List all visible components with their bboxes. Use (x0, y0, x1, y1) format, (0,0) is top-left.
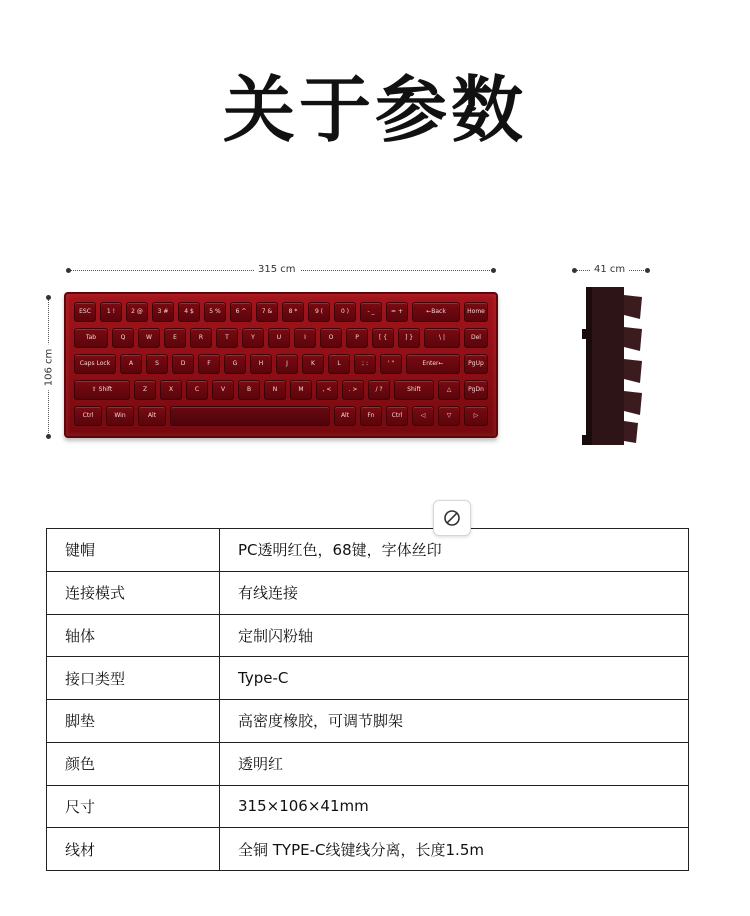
key: Enter← (406, 354, 460, 374)
key: - _ (360, 302, 382, 322)
key: Alt (138, 406, 166, 426)
key: Alt (334, 406, 356, 426)
key: Shift (394, 380, 434, 400)
width-dimension-label: 315 cm (254, 264, 300, 275)
spec-label: 接口类型 (47, 657, 220, 700)
key: Del (464, 328, 488, 348)
key: Fn (360, 406, 382, 426)
key: P (346, 328, 368, 348)
key-row (74, 354, 488, 376)
key: A (120, 354, 142, 374)
spec-label: 尺寸 (47, 785, 220, 828)
spec-label: 连接模式 (47, 571, 220, 614)
key: 6 ^ (230, 302, 252, 322)
key-row (74, 302, 488, 324)
key: PgDn (464, 380, 488, 400)
key: ◁ (412, 406, 434, 426)
key: Q (112, 328, 134, 348)
key: R (190, 328, 212, 348)
spec-value: PC透明红色，68键，字体丝印 (220, 529, 689, 572)
spacebar-key (170, 406, 330, 426)
spec-value: 全铜 TYPE-C线键线分离，长度1.5m (220, 828, 689, 871)
key: ' " (380, 354, 402, 374)
key: Tab (74, 328, 108, 348)
key: O (320, 328, 342, 348)
key: U (268, 328, 290, 348)
spec-value: 定制闪粉轴 (220, 614, 689, 657)
key: 8 * (282, 302, 304, 322)
key: Z (134, 380, 156, 400)
table-row (47, 571, 689, 614)
key: . > (342, 380, 364, 400)
key: ⇧ Shift (74, 380, 130, 400)
key: V (212, 380, 234, 400)
spec-label: 键帽 (47, 529, 220, 572)
no-entry-icon (443, 509, 461, 527)
key: S (146, 354, 168, 374)
spec-value: 315×106×41mm (220, 785, 689, 828)
key-row (74, 380, 488, 402)
spec-table (46, 528, 689, 871)
keyboard-top-view (64, 292, 498, 438)
key: B (238, 380, 260, 400)
key: △ (438, 380, 460, 400)
table-row (47, 657, 689, 700)
key: ; : (354, 354, 376, 374)
table-row (47, 785, 689, 828)
key: W (138, 328, 160, 348)
key: H (250, 354, 272, 374)
key: 3 # (152, 302, 174, 322)
key: ▷ (464, 406, 488, 426)
key: G (224, 354, 246, 374)
key: L (328, 354, 350, 374)
key: 7 & (256, 302, 278, 322)
spec-label: 颜色 (47, 742, 220, 785)
keyboard-side-view (578, 285, 648, 450)
key: \ | (424, 328, 460, 348)
key: ▽ (438, 406, 460, 426)
depth-dimension-label: 41 cm (590, 264, 629, 275)
spec-value: 高密度橡胶，可调节脚架 (220, 700, 689, 743)
key: 9 ( (308, 302, 330, 322)
spec-value: Type-C (220, 657, 689, 700)
key: 4 $ (178, 302, 200, 322)
key: T (216, 328, 238, 348)
table-row (47, 700, 689, 743)
key: M (290, 380, 312, 400)
spec-value: 有线连接 (220, 571, 689, 614)
key: / ? (368, 380, 390, 400)
spec-label: 线材 (47, 828, 220, 871)
table-row (47, 828, 689, 871)
page-title: 关于参数 (222, 68, 527, 152)
no-entry-button[interactable] (433, 500, 471, 536)
key: F (198, 354, 220, 374)
key: 5 % (204, 302, 226, 322)
key: Caps Lock (74, 354, 116, 374)
key: ESC (74, 302, 96, 322)
key: [ { (372, 328, 394, 348)
key: D (172, 354, 194, 374)
key: I (294, 328, 316, 348)
key: 2 @ (126, 302, 148, 322)
key: 1 ! (100, 302, 122, 322)
key-row (74, 406, 488, 428)
key: C (186, 380, 208, 400)
key: J (276, 354, 298, 374)
key: , < (316, 380, 338, 400)
key: Win (106, 406, 134, 426)
spec-label: 脚垫 (47, 700, 220, 743)
key: ] } (398, 328, 420, 348)
key: X (160, 380, 182, 400)
key: Home (464, 302, 488, 322)
key: PgUp (464, 354, 488, 374)
key: E (164, 328, 186, 348)
key: ←Back (412, 302, 460, 322)
height-dimension-label: 106 cm (43, 345, 54, 391)
key: K (302, 354, 324, 374)
key: Ctrl (386, 406, 408, 426)
key: Y (242, 328, 264, 348)
table-row (47, 742, 689, 785)
table-row (47, 529, 689, 572)
spec-value: 透明红 (220, 742, 689, 785)
key-row (74, 328, 488, 350)
table-row (47, 614, 689, 657)
key: 0 ) (334, 302, 356, 322)
key: N (264, 380, 286, 400)
key: Ctrl (74, 406, 102, 426)
spec-label: 轴体 (47, 614, 220, 657)
key: = + (386, 302, 408, 322)
